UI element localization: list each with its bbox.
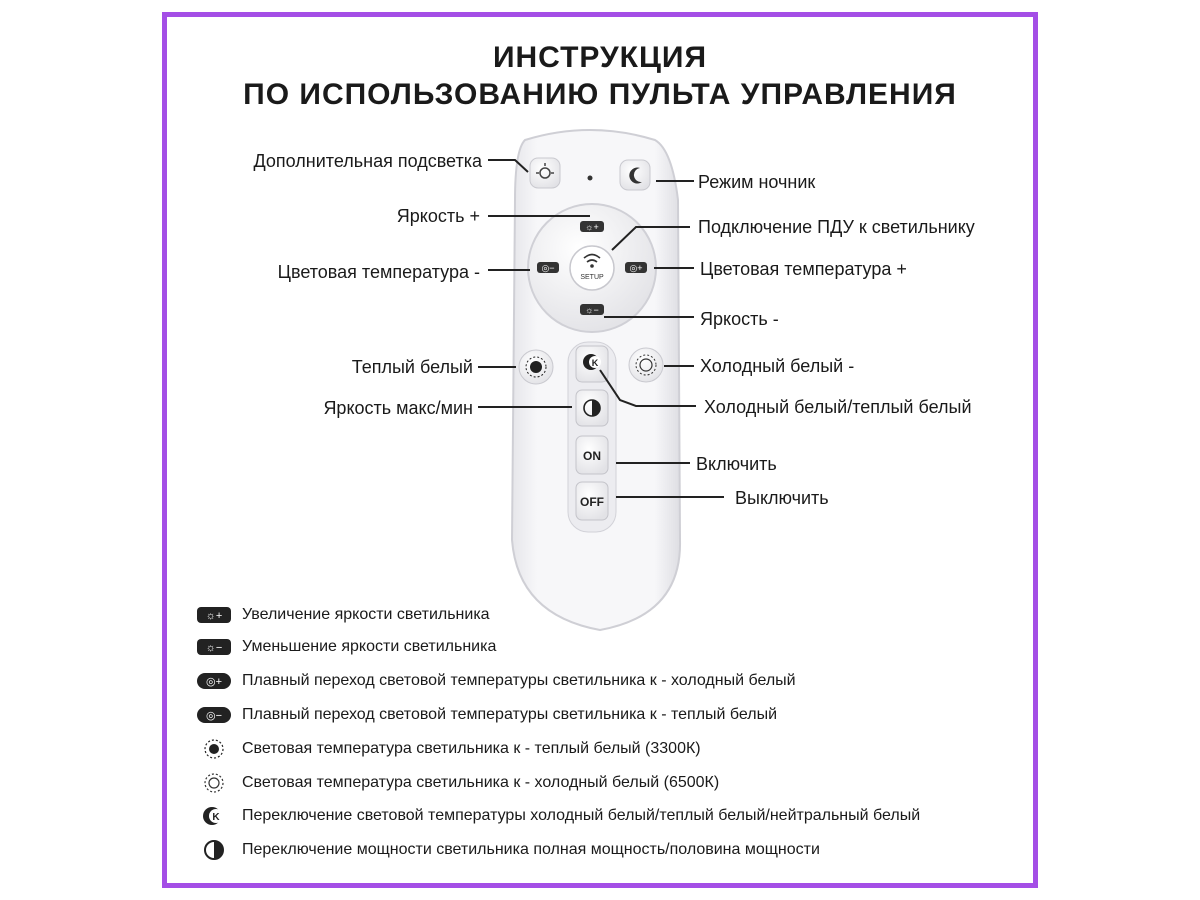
- legend-text: Плавный переход световой температуры светильника к - холодный белый: [242, 672, 796, 689]
- legend-text: Увеличение яркости светильника: [242, 606, 490, 623]
- label-color-temp-minus: Цветовая температура -: [277, 262, 480, 282]
- label-brightness-maxmin: Яркость макс/мин: [323, 398, 473, 418]
- legend-text: Световая температура светильника к - теплый белый (3300К): [242, 740, 701, 757]
- half-circle-icon: [196, 840, 232, 860]
- setup-label: SETUP: [580, 274, 604, 281]
- legend-item: [196, 703, 777, 727]
- svg-text:K: K: [591, 358, 599, 368]
- label-night-mode: Режим ночник: [698, 172, 816, 192]
- label-brightness-plus: Яркость +: [396, 206, 480, 226]
- svg-text:☼+: ☼+: [205, 610, 223, 622]
- warm-sun-icon: [196, 739, 232, 759]
- extra-light-button: [530, 158, 560, 188]
- label-cold-warm-toggle: Холодный белый/теплый белый: [704, 397, 972, 417]
- title-line-1: ИНСТРУКЦИЯ: [492, 41, 708, 74]
- off-button: [576, 482, 608, 520]
- svg-text:ON: ON: [583, 449, 601, 463]
- k-toggle-icon: [196, 806, 232, 826]
- legend-text: Переключение световой температуры холодный белый/теплый белый/нейтральный белый: [242, 807, 921, 824]
- brightness-minus-icon: [196, 637, 232, 657]
- indicator-led: [588, 176, 593, 181]
- legend-item: [196, 804, 920, 828]
- svg-text:◎−: ◎−: [205, 710, 223, 722]
- label-warm-white: Теплый белый: [351, 357, 473, 377]
- legend-item: [196, 771, 719, 795]
- color-temp-minus-icon: [196, 705, 232, 725]
- svg-text:☼−: ☼−: [585, 305, 599, 315]
- svg-text:OFF: OFF: [580, 495, 604, 509]
- brightness-plus-icon: [196, 605, 232, 625]
- legend-item: [196, 669, 796, 693]
- svg-text:☼−: ☼−: [205, 642, 223, 654]
- control-pad: [528, 204, 656, 332]
- legend-text: Уменьшение яркости светильника: [242, 638, 497, 655]
- brightness-maxmin-button: [576, 390, 608, 426]
- on-button: [576, 436, 608, 474]
- legend-item: [196, 838, 820, 862]
- label-pair: Подключение ПДУ к светильнику: [698, 217, 975, 237]
- cold-sun-icon: [196, 773, 232, 793]
- label-turn-on: Включить: [696, 454, 777, 474]
- warm-white-button: [519, 350, 553, 384]
- svg-text:K: K: [212, 812, 220, 823]
- label-color-temp-plus: Цветовая температура +: [700, 259, 907, 279]
- legend-text: Переключение мощности светильника полная мощность/половина мощности: [242, 841, 820, 858]
- svg-text:◎+: ◎+: [205, 676, 223, 688]
- legend-item: [196, 603, 490, 627]
- title-line-2: ПО ИСПОЛЬЗОВАНИЮ ПУЛЬТА УПРАВЛЕНИЯ: [243, 78, 957, 111]
- label-brightness-minus: Яркость -: [700, 309, 779, 329]
- svg-text:☼+: ☼+: [585, 222, 599, 232]
- label-turn-off: Выключить: [735, 488, 829, 508]
- svg-text:◎+: ◎+: [629, 263, 643, 273]
- legend-text: Световая температура светильника к - холодный белый (6500К): [242, 774, 720, 791]
- cold-white-button: [629, 348, 663, 382]
- legend-item: [196, 737, 701, 761]
- legend-item: [196, 635, 496, 659]
- svg-text:◎−: ◎−: [541, 263, 555, 273]
- label-cold-white: Холодный белый -: [700, 356, 855, 376]
- night-mode-button: [620, 160, 650, 190]
- color-temp-plus-icon: [196, 671, 232, 691]
- legend-text: Плавный переход световой температуры светильника к - теплый белый: [242, 706, 778, 723]
- label-extra-light: Дополнительная подсветка: [253, 151, 482, 171]
